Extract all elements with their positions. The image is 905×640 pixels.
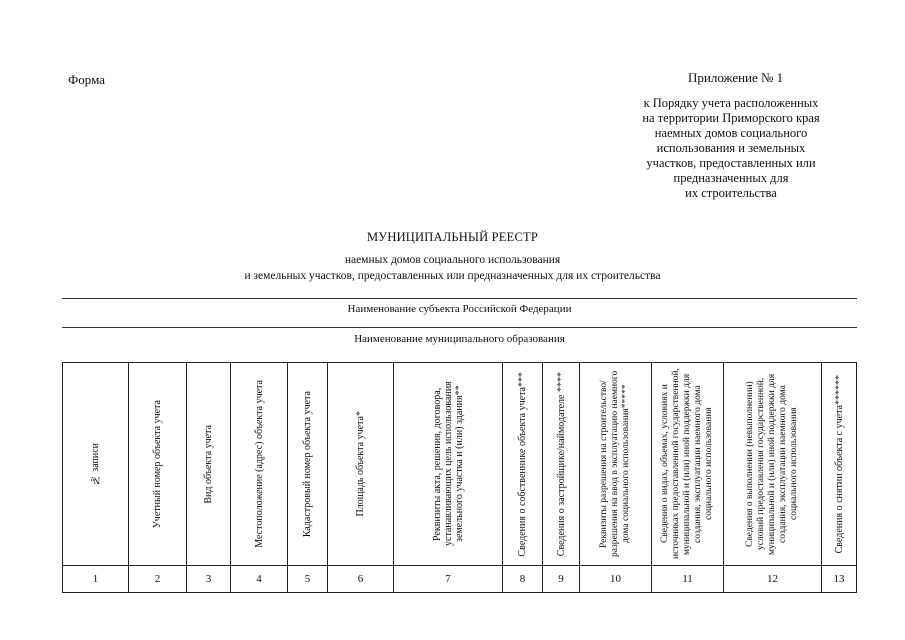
column-header: Площадь объекта учета* xyxy=(355,411,366,517)
column-number: 2 xyxy=(129,566,187,593)
table-header-cell xyxy=(652,363,724,566)
appendix-reference xyxy=(600,96,862,201)
table-header-cell xyxy=(543,363,580,566)
column-header: № записи xyxy=(90,442,101,486)
table-header-cell xyxy=(328,363,394,566)
column-number: 1 xyxy=(63,566,129,593)
column-number: 13 xyxy=(822,566,857,593)
column-number: 11 xyxy=(652,566,724,593)
municipality-label: Наименование муниципального образования xyxy=(354,333,565,345)
registry-subtitle: и земельных участков, предоставленных или предназначенных для их строительства xyxy=(244,270,661,282)
column-header: Реквизиты разрешения на строительство/разрешения на ввод в эксплуатацию наемного дома социального использования***** xyxy=(599,370,631,558)
appendix-line: на территории Приморского края xyxy=(642,111,820,125)
column-header: Учетный номер объекта учета xyxy=(152,399,163,529)
column-number: 8 xyxy=(503,566,543,593)
column-header: Сведения о собственнике объекта учета*** xyxy=(517,371,528,557)
appendix-line: к Порядку учета расположенных xyxy=(643,96,819,110)
column-header: Сведения о снятии объекта с учета****** xyxy=(833,374,845,554)
registry-title: МУНИЦИПАЛЬНЫЙ РЕЕСТР xyxy=(366,230,538,244)
table-header-cell xyxy=(187,363,231,566)
column-number: 3 xyxy=(187,566,231,593)
appendix-line: предназначенных для xyxy=(673,171,789,185)
column-header: Сведения о застройщике/наймодателе **** xyxy=(555,371,567,557)
table-header-cell xyxy=(394,363,503,566)
table-header-cell xyxy=(231,363,288,566)
municipality-line xyxy=(62,327,857,328)
column-header: Реквизиты акта, решения, договора, устанавливающих цель использования земельного участка и (или) здания** xyxy=(431,381,465,547)
table-header-cell xyxy=(724,363,822,566)
column-header: Местоположение (адрес) объекта учета xyxy=(253,380,265,548)
column-number: 7 xyxy=(394,566,503,593)
column-number: 9 xyxy=(543,566,580,593)
table-header-cell xyxy=(503,363,543,566)
form-label: Форма xyxy=(68,72,105,87)
table-header-cell xyxy=(822,363,857,566)
appendix-line: наемных домов социального xyxy=(654,126,808,140)
registry-table xyxy=(62,362,857,593)
column-number: 4 xyxy=(231,566,288,593)
table-header-cell xyxy=(580,363,652,566)
appendix-line: использования и земельных xyxy=(656,141,806,155)
table-header-cell xyxy=(63,363,129,566)
table-header-cell xyxy=(288,363,328,566)
table-header-row xyxy=(63,363,857,566)
appendix-line: их строительства xyxy=(685,186,777,200)
table-number-row xyxy=(63,566,857,593)
appendix-title: Приложение № 1 xyxy=(688,70,784,85)
subject-label: Наименование субъекта Российской Федерации xyxy=(347,303,572,315)
column-header: Вид объекта учета xyxy=(203,424,214,504)
column-header: Кадастровый номер объекта учета xyxy=(302,390,313,538)
column-number: 10 xyxy=(580,566,652,593)
subject-line xyxy=(62,298,857,299)
column-header: Сведения о видах, объемах, условиях и источниках предоставленной государственной, муниципальной и (или) иной поддержки для создания, эксплуатации наемного дома социального использования xyxy=(660,368,714,560)
table-header-cell xyxy=(129,363,187,566)
registry-subtitle: наемных домов социального использования xyxy=(344,254,561,266)
column-number: 6 xyxy=(328,566,394,593)
column-number: 12 xyxy=(724,566,822,593)
column-number: 5 xyxy=(288,566,328,593)
column-header: Сведения о выполнении (невыполнении) условий предоставления государственной, муниципальной и (или) иной поддержки для создания, эксплуатации наемного дома социального использования xyxy=(745,373,799,555)
appendix-line: участков, предоставленных или xyxy=(646,156,816,170)
